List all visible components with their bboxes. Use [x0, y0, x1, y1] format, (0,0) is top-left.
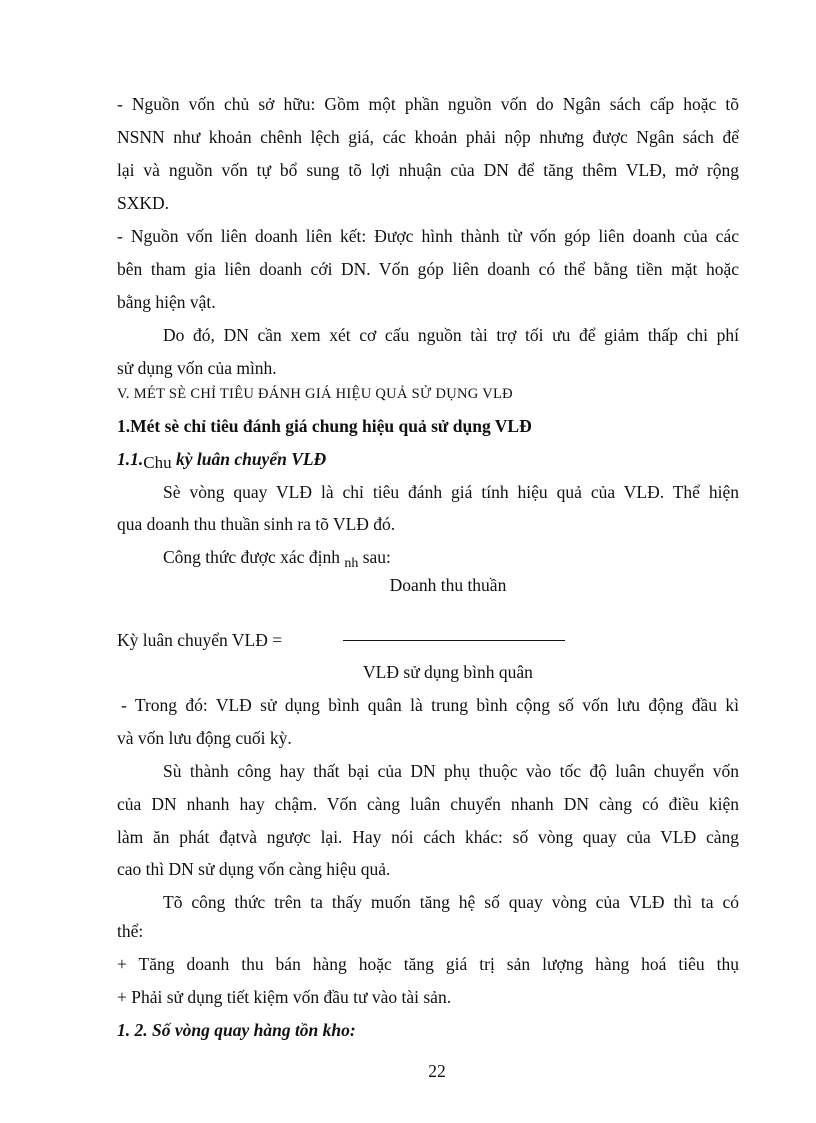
page-number: 22: [428, 1061, 446, 1081]
paragraph-line: lại và nguồn vốn tự bổ sung tõ lợi nhuận của DN để tăng thêm VLĐ, mở rộng: [117, 160, 739, 180]
paragraph-line: NSNN như khoản chênh lệch giá, các khoản phải nộp nhưng được Ngân sách để: [117, 127, 739, 147]
formula-denominator: VLĐ sử dụng bình quân: [363, 662, 533, 682]
paragraph-line: SXKD.: [117, 193, 170, 213]
paragraph-line: Sè vòng quay VLĐ là chỉ tiêu đánh giá tính hiệu quả của VLĐ. Thể hiện: [163, 482, 739, 502]
paragraph-line: thể:: [117, 921, 144, 941]
text-fragment: nh: [344, 556, 359, 571]
subsubsection-heading: 1. 2. Số vòng quay hàng tồn kho:: [117, 1020, 356, 1040]
subsection-heading: 1.Mét sè chỉ tiêu đánh giá chung hiệu quả sử dụng VLĐ: [117, 416, 532, 436]
paragraph-line: Sù thành công hay thất bại của DN phụ thuộc vào tốc độ luân chuyển vốn: [163, 761, 739, 781]
bullet-line: + Phải sử dụng tiết kiệm vốn đầu tư vào tài sản.: [117, 987, 452, 1007]
paragraph-line: Do đó, DN cần xem xét cơ cấu nguồn tài trợ tối ưu để giảm thấp chi phí: [163, 325, 739, 345]
heading-text: kỳ luân chuyển VLĐ: [171, 449, 327, 469]
paragraph-line: bên tham gia liên doanh cới DN. Vốn góp liên doanh có thể bằng tiền mặt hoặc: [117, 259, 739, 279]
paragraph-line: và vốn lưu động cuối kỳ.: [117, 728, 292, 748]
paragraph-line: bằng hiện vật.: [117, 292, 216, 312]
paragraph-line: Tõ công thức trên ta thấy muốn tăng hệ số quay vòng của VLĐ thì ta có: [163, 892, 739, 912]
paragraph-line: qua doanh thu thuần sinh ra tõ VLĐ đó.: [117, 514, 396, 534]
subsubsection-heading: [117, 448, 326, 471]
paragraph-line: cao thì DN sử dụng vốn càng hiệu quả.: [117, 859, 391, 879]
paragraph-line: [163, 546, 391, 571]
paragraph-line: - Trong đó: VLĐ sử dụng bình quân là trung bình cộng số vốn lưu động đầu kì: [121, 695, 739, 715]
paragraph-line: làm ăn phát đạtvà ngược lại. Hay nói cách khác: số vòng quay của VLĐ càng: [117, 827, 739, 847]
paragraph-line: của DN nhanh hay chậm. Vốn càng luân chuyển nhanh DN càng có điều kiện: [117, 794, 739, 814]
heading-number: 1.1.: [117, 449, 144, 469]
text-fragment: Công thức được xác định: [163, 547, 345, 567]
paragraph-line: - Nguồn vốn chủ sở hữu: Gồm một phần nguồn vốn do Ngân sách cấp hoặc tõ: [117, 94, 739, 114]
fraction-bar: [343, 640, 565, 641]
text-fragment: sau:: [358, 547, 391, 567]
formula-label: Kỳ luân chuyển VLĐ =: [117, 630, 283, 650]
formula-numerator: Doanh thu thuần: [389, 575, 507, 595]
section-heading: V. MÉT SÈ CHỈ TIÊU ĐÁNH GIÁ HIỆU QUẢ SỬ DỤNG VLĐ: [117, 386, 513, 402]
heading-fragment: Chu: [143, 453, 172, 472]
paragraph-line: - Nguồn vốn liên doanh liên kết: Được hình thành từ vốn góp liên doanh của các: [117, 226, 739, 246]
paragraph-line: sử dụng vốn của mình.: [117, 358, 277, 378]
bullet-line: + Tăng doanh thu bán hàng hoặc tăng giá trị sản lượng hàng hoá tiêu thụ: [117, 954, 739, 974]
